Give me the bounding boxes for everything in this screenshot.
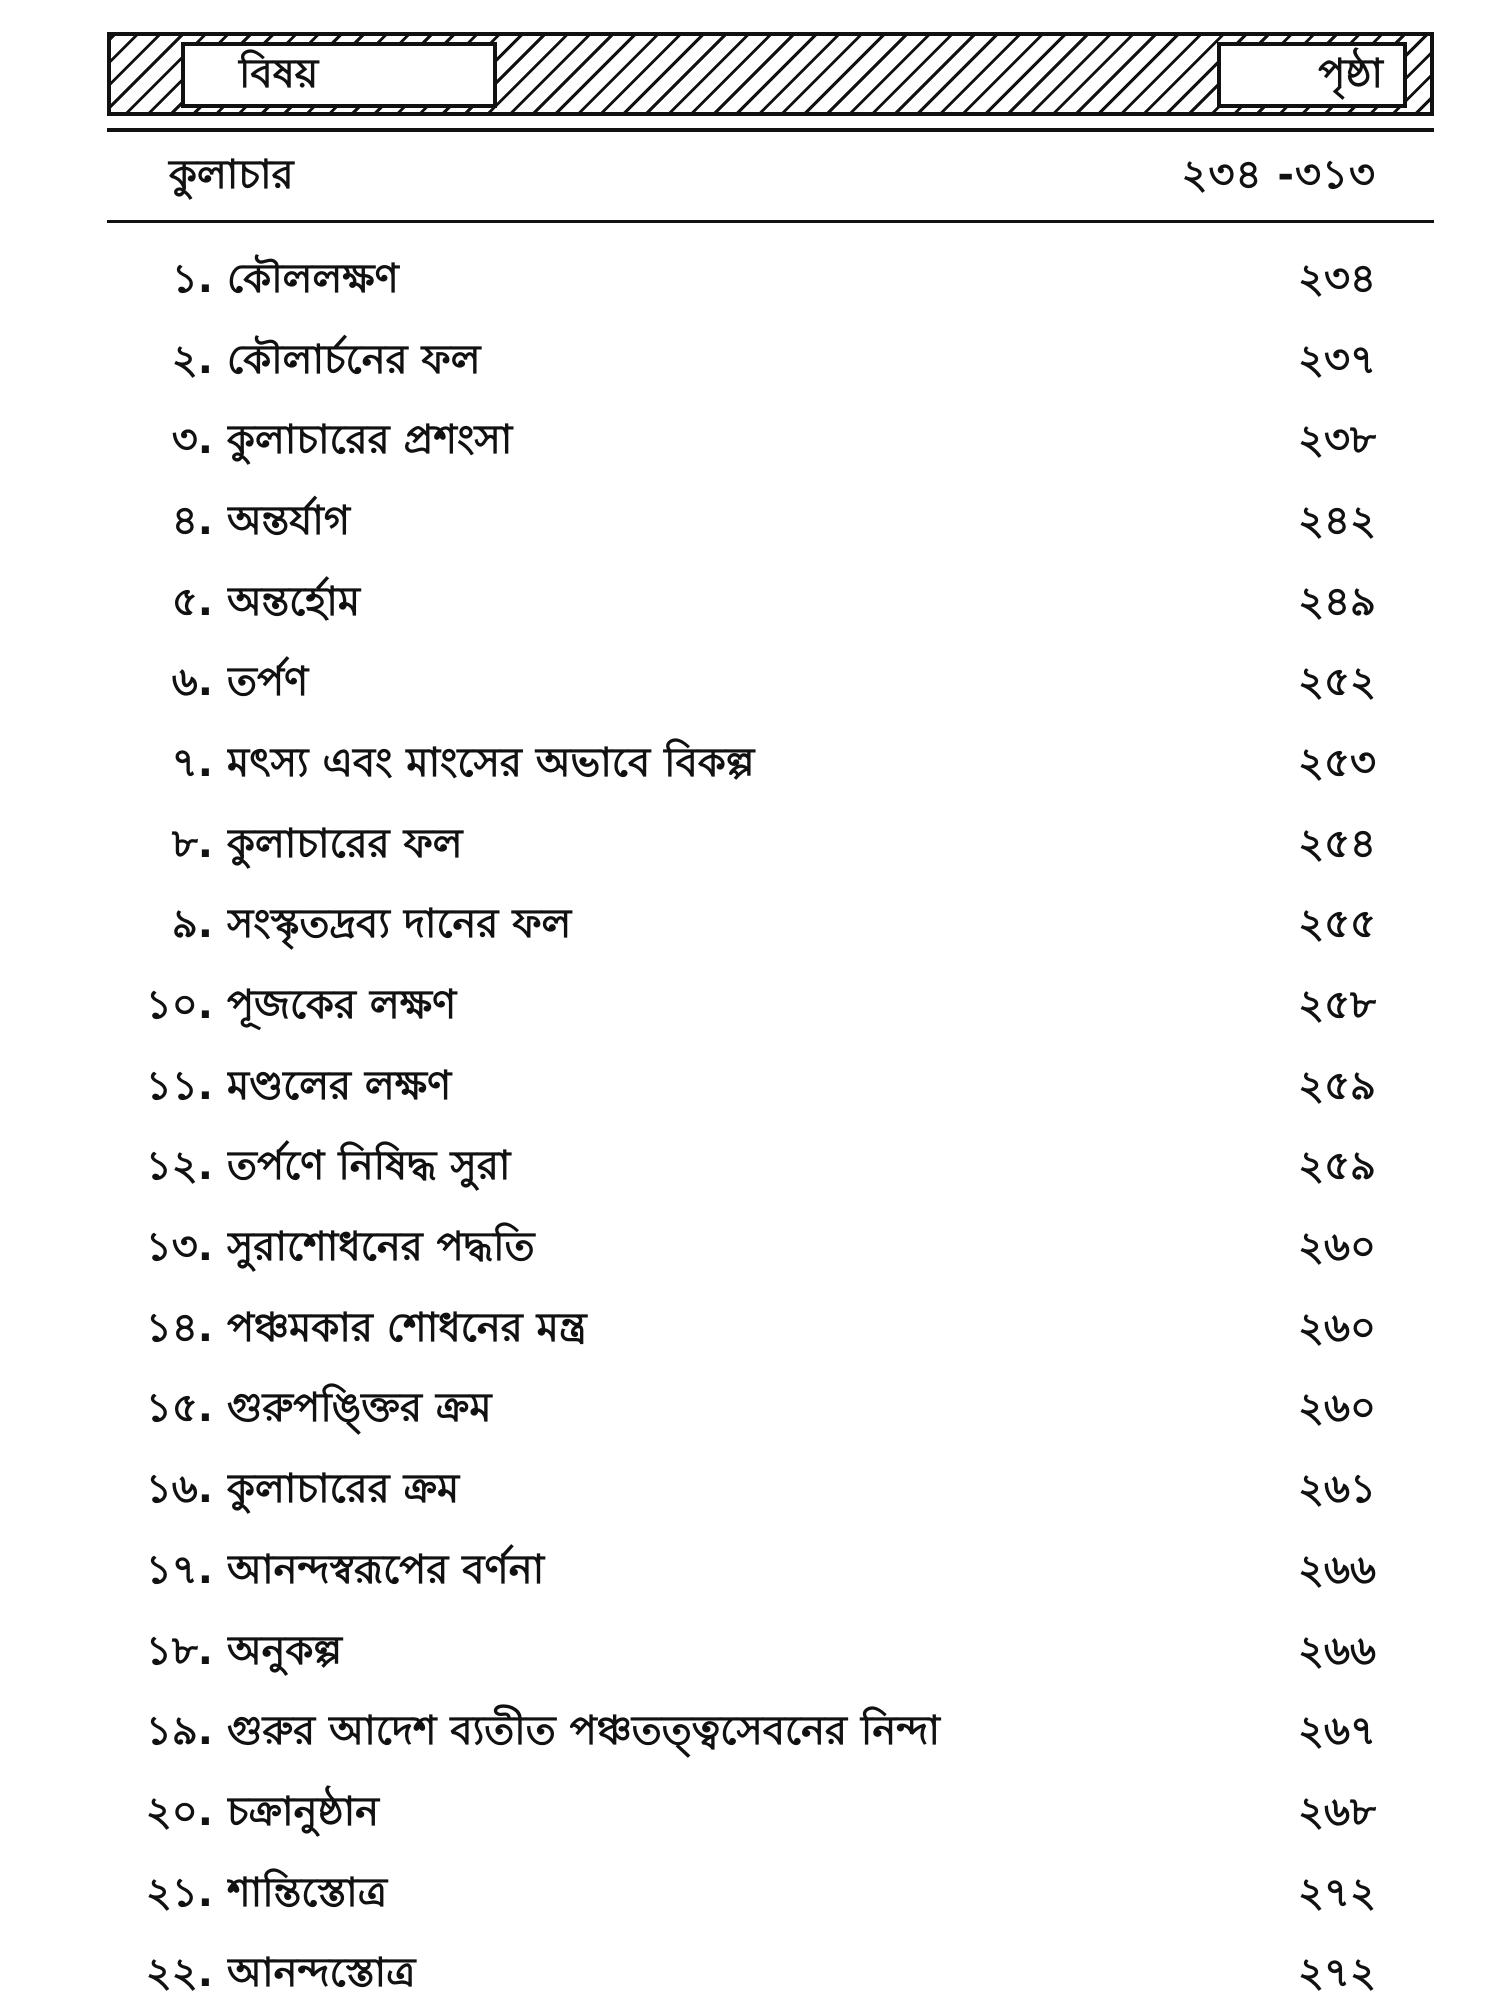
toc-entry-title: আনন্দস্তোত্র <box>227 1950 416 1997</box>
toc-entry-title: কুলাচারের ফল <box>227 820 463 867</box>
toc-entry-title: কুলাচারের ক্রম <box>227 1466 460 1513</box>
toc-entry-page: ২৬৭ <box>1297 1708 1376 1755</box>
toc-entry-page: ২৬০ <box>1297 1385 1376 1432</box>
toc-entry <box>107 1773 1434 1854</box>
toc-entry-number: ১৬. <box>145 1466 213 1513</box>
toc-entry-page: ২৫২ <box>1298 659 1376 706</box>
toc-entry-number: ৩. <box>171 417 213 464</box>
toc-entry-number: ৯. <box>171 901 213 948</box>
toc-entry-number: ২০. <box>145 1788 213 1835</box>
toc-entry-title: সুরাশোধনের পদ্ধতি <box>227 1224 535 1271</box>
toc-entry-page: ২৭২ <box>1297 1869 1376 1916</box>
toc-entry-title: পঞ্চমকার শোধনের মন্ত্র <box>227 1304 587 1351</box>
toc-entry-title: আনন্দস্বরূপের বর্ণনা <box>227 1546 545 1593</box>
toc-entry-number: ২. <box>171 336 213 383</box>
toc-entry <box>107 805 1434 886</box>
toc-entry-title: কুলাচারের প্রশংসা <box>227 417 513 464</box>
toc-entry-page: ২৬৬ <box>1297 1546 1376 1593</box>
toc-entry-number: ৮. <box>171 820 213 867</box>
toc-entry-number: ১৯. <box>145 1708 213 1755</box>
toc-entry-page: ২৬৬ <box>1297 1627 1376 1674</box>
toc-entry-page: ২৩৪ <box>1298 255 1376 302</box>
toc-entry <box>107 1612 1434 1693</box>
toc-entry <box>107 1289 1434 1370</box>
toc-entry-page: ২৫৪ <box>1298 820 1376 867</box>
subject-header-box <box>181 42 497 108</box>
toc-entry <box>107 1047 1434 1128</box>
toc-entry <box>107 1208 1434 1289</box>
toc-entry-number: ৪. <box>171 497 213 544</box>
toc-list <box>107 240 1434 2015</box>
toc-entry-number: ৬. <box>171 659 213 706</box>
toc-entry-number: ১৮. <box>145 1627 213 1674</box>
toc-entry-title: অন্তর্যাগ <box>227 497 351 544</box>
toc-entry-title: মৎস্য এবং মাংসের অভাবে বিকল্প <box>227 739 755 786</box>
toc-entry-page: ২৬১ <box>1298 1466 1376 1513</box>
toc-entry <box>107 643 1434 724</box>
toc-entry-number: ১০. <box>145 982 213 1029</box>
toc-entry-page: ২৫৮ <box>1298 982 1376 1029</box>
toc-entry <box>107 724 1434 805</box>
toc-entry-page: ২৩৭ <box>1297 336 1376 383</box>
header-rule <box>107 128 1434 132</box>
section-rule <box>107 220 1434 223</box>
toc-entry <box>107 1531 1434 1612</box>
toc-entry-title: তর্পণে নিষিদ্ধ সুরা <box>227 1143 511 1190</box>
toc-entry-title: কৌলার্চনের ফল <box>227 336 481 383</box>
toc-entry-number: ১৭. <box>145 1546 213 1593</box>
toc-entry-number: ৫. <box>171 578 213 625</box>
toc-entry-number: ১৫. <box>145 1385 213 1432</box>
toc-entry <box>107 1854 1434 1935</box>
toc-entry-title: সংস্কৃতদ্রব্য দানের ফল <box>227 901 572 948</box>
toc-entry-title: চক্রানুষ্ঠান <box>227 1788 380 1835</box>
toc-entry <box>107 1934 1434 2015</box>
toc-entry-title: গুরুপঙ্ক্তির ক্রম <box>227 1385 492 1432</box>
toc-entry-title: অনুকল্প <box>227 1627 343 1674</box>
toc-entry-number: ৭. <box>171 739 213 786</box>
toc-entry <box>107 482 1434 563</box>
toc-entry-title: মণ্ডলের লক্ষণ <box>227 1062 452 1109</box>
toc-entry-number: ১১. <box>145 1062 213 1109</box>
toc-entry-number: ১২. <box>145 1143 213 1190</box>
toc-entry-page: ২৫৯ <box>1298 1143 1376 1190</box>
toc-entry-number: ১৩. <box>145 1224 213 1271</box>
toc-entry <box>107 886 1434 967</box>
toc-entry-page: ২৬৮ <box>1298 1788 1376 1835</box>
toc-entry <box>107 966 1434 1047</box>
toc-entry-title: পূজকের লক্ষণ <box>227 982 457 1029</box>
toc-entry <box>107 1370 1434 1451</box>
toc-entry-title: অন্তর্হোম <box>227 578 361 625</box>
toc-entry-page: ২৪২ <box>1298 497 1376 544</box>
subject-header-label: বিষয় <box>239 50 319 97</box>
toc-entry-number: ১. <box>171 255 213 302</box>
toc-entry-title: গুরুর আদেশ ব্যতীত পঞ্চতত্ত্বসেবনের নিন্দা <box>227 1708 940 1755</box>
toc-entry <box>107 1450 1434 1531</box>
toc-entry <box>107 321 1434 402</box>
toc-entry <box>107 1128 1434 1209</box>
toc-entry <box>107 401 1434 482</box>
toc-entry-number: ২২. <box>145 1950 213 1997</box>
toc-entry-title: শান্তিস্তোত্র <box>227 1869 388 1916</box>
section-page-range: ২৩৪ -৩১৩ <box>1181 151 1376 198</box>
toc-entry-number: ২১. <box>145 1869 213 1916</box>
toc-entry <box>107 1692 1434 1773</box>
toc-entry-page: ২৭২ <box>1297 1950 1376 1997</box>
toc-entry-title: কৌললক্ষণ <box>227 255 399 302</box>
toc-entry-page: ২৫৫ <box>1298 901 1376 948</box>
toc-entry-page: ২৬০ <box>1297 1224 1376 1271</box>
toc-entry-page: ২৫৩ <box>1298 739 1376 786</box>
toc-entry-title: তর্পণ <box>227 659 309 706</box>
header-hatched-band <box>107 32 1434 116</box>
section-heading-row <box>107 140 1434 212</box>
toc-entry-page: ২৫৯ <box>1298 1062 1376 1109</box>
page-header-label: পৃষ্ঠা <box>1318 50 1383 97</box>
toc-entry <box>107 240 1434 321</box>
toc-entry-number: ১৪. <box>145 1304 213 1351</box>
toc-entry-page: ২৩৮ <box>1298 417 1376 464</box>
page-header-box <box>1217 42 1407 108</box>
toc-entry <box>107 563 1434 644</box>
toc-entry-page: ২৪৯ <box>1298 578 1376 625</box>
toc-entry-page: ২৬০ <box>1297 1304 1376 1351</box>
section-title: কুলাচার <box>169 151 294 198</box>
